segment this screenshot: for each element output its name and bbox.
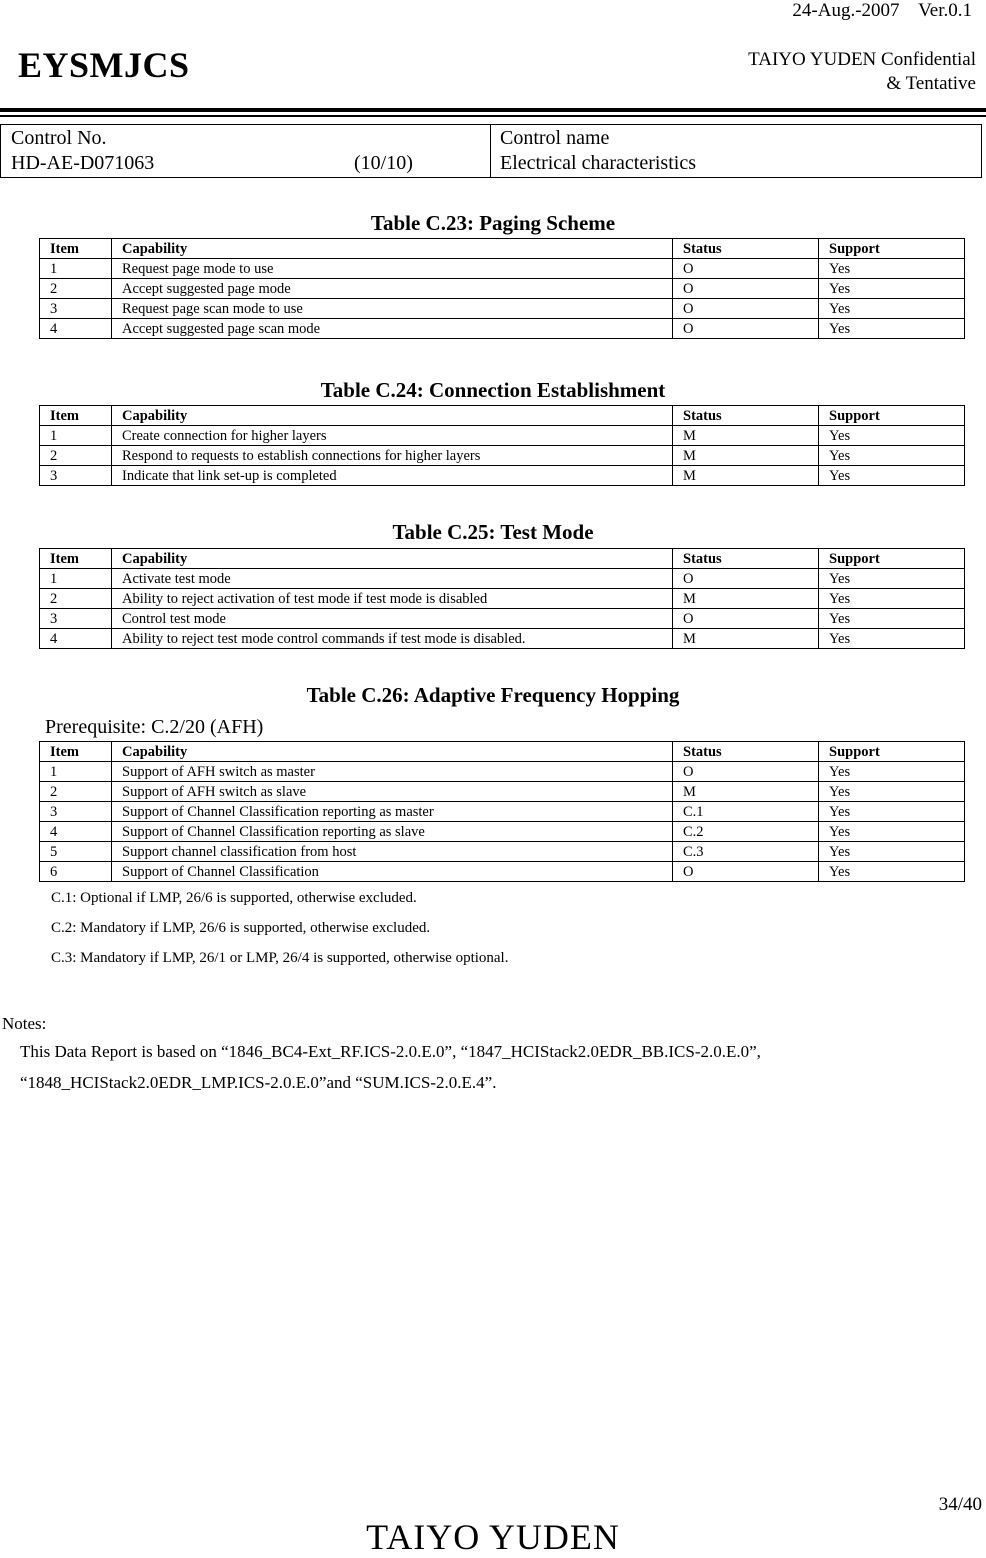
notes-line-1: This Data Report is based on “1846_BC4-Ext_RF.ICS-2.0.E.0”, “1847_HCIStack2.0EDR_BB.ICS-2.0.E.0”, bbox=[20, 1042, 761, 1061]
cell-status: M bbox=[673, 466, 819, 486]
table-row bbox=[40, 589, 965, 609]
col-support: Support bbox=[819, 549, 965, 569]
cell-item: 5 bbox=[40, 842, 112, 862]
cell-capability: Request page mode to use bbox=[112, 259, 673, 279]
cell-status: C.2 bbox=[673, 822, 819, 842]
cell-item: 2 bbox=[40, 279, 112, 299]
cell-support: Yes bbox=[819, 569, 965, 589]
header-rule-thin bbox=[0, 115, 986, 117]
col-item: Item bbox=[40, 549, 112, 569]
condition-note-c1: C.1: Optional if LMP, 26/6 is supported, otherwise excluded. bbox=[51, 890, 417, 906]
cell-capability: Create connection for higher layers bbox=[112, 426, 673, 446]
cell-capability: Support of AFH switch as master bbox=[112, 762, 673, 782]
cell-capability: Respond to requests to establish connections for higher layers bbox=[112, 446, 673, 466]
cell-item: 3 bbox=[40, 609, 112, 629]
cell-status: O bbox=[673, 609, 819, 629]
cell-support: Yes bbox=[819, 466, 965, 486]
control-box bbox=[0, 124, 982, 178]
cell-capability: Support of Channel Classification reporting as master bbox=[112, 802, 673, 822]
table-c25 bbox=[39, 548, 965, 649]
cell-capability: Support of Channel Classification reporting as slave bbox=[112, 822, 673, 842]
table-row bbox=[40, 299, 965, 319]
table-row bbox=[40, 466, 965, 486]
footer-company: TAIYO YUDEN bbox=[366, 1517, 620, 1557]
table-row bbox=[40, 762, 965, 782]
cell-item: 4 bbox=[40, 629, 112, 649]
col-support: Support bbox=[819, 239, 965, 259]
table-row bbox=[40, 259, 965, 279]
cell-status: M bbox=[673, 426, 819, 446]
table-row bbox=[40, 569, 965, 589]
table-c23 bbox=[39, 238, 965, 339]
cell-item: 4 bbox=[40, 822, 112, 842]
cell-status: O bbox=[673, 762, 819, 782]
cell-status: M bbox=[673, 589, 819, 609]
cell-status: O bbox=[673, 299, 819, 319]
cell-status: M bbox=[673, 629, 819, 649]
cell-item: 3 bbox=[40, 299, 112, 319]
cell-item: 1 bbox=[40, 259, 112, 279]
cell-support: Yes bbox=[819, 279, 965, 299]
table-header-row bbox=[40, 239, 965, 259]
cell-capability: Accept suggested page scan mode bbox=[112, 319, 673, 339]
cell-support: Yes bbox=[819, 426, 965, 446]
table-c23-caption: Table C.23: Paging Scheme bbox=[370, 211, 616, 235]
cell-item: 6 bbox=[40, 862, 112, 882]
table-c26-caption: Table C.26: Adaptive Frequency Hopping bbox=[306, 683, 680, 707]
cell-item: 2 bbox=[40, 446, 112, 466]
cell-item: 1 bbox=[40, 426, 112, 446]
cell-support: Yes bbox=[819, 609, 965, 629]
col-status: Status bbox=[673, 742, 819, 762]
cell-status: C.1 bbox=[673, 802, 819, 822]
table-row bbox=[40, 609, 965, 629]
control-part: (10/10) bbox=[354, 152, 413, 174]
cell-support: Yes bbox=[819, 319, 965, 339]
table-c24 bbox=[39, 405, 965, 486]
col-capability: Capability bbox=[112, 549, 673, 569]
cell-item: 4 bbox=[40, 319, 112, 339]
control-number-cell bbox=[1, 125, 491, 177]
table-c24-caption: Table C.24: Connection Establishment bbox=[320, 378, 666, 402]
cell-capability: Support of AFH switch as slave bbox=[112, 782, 673, 802]
cell-status: O bbox=[673, 569, 819, 589]
cell-support: Yes bbox=[819, 822, 965, 842]
cell-support: Yes bbox=[819, 259, 965, 279]
cell-support: Yes bbox=[819, 782, 965, 802]
cell-capability: Ability to reject test mode control commands if test mode is disabled. bbox=[112, 629, 673, 649]
table-row bbox=[40, 279, 965, 299]
cell-status: M bbox=[673, 446, 819, 466]
cell-status: O bbox=[673, 279, 819, 299]
cell-support: Yes bbox=[819, 589, 965, 609]
col-item: Item bbox=[40, 742, 112, 762]
cell-capability: Accept suggested page mode bbox=[112, 279, 673, 299]
cell-item: 2 bbox=[40, 782, 112, 802]
cell-status: M bbox=[673, 782, 819, 802]
cell-support: Yes bbox=[819, 446, 965, 466]
table-c26 bbox=[39, 741, 965, 882]
document-brand: EYSMJCS bbox=[18, 45, 190, 85]
cell-support: Yes bbox=[819, 629, 965, 649]
col-item: Item bbox=[40, 406, 112, 426]
cell-capability: Control test mode bbox=[112, 609, 673, 629]
table-c26-prerequisite: Prerequisite: C.2/20 (AFH) bbox=[45, 716, 264, 738]
cell-support: Yes bbox=[819, 762, 965, 782]
notes-line-2: “1848_HCIStack2.0EDR_LMP.ICS-2.0.E.0”and “SUM.ICS-2.0.E.4”. bbox=[20, 1073, 497, 1092]
cell-support: Yes bbox=[819, 299, 965, 319]
confidential-notice bbox=[748, 48, 976, 96]
cell-item: 2 bbox=[40, 589, 112, 609]
cell-status: O bbox=[673, 259, 819, 279]
col-item: Item bbox=[40, 239, 112, 259]
table-row bbox=[40, 629, 965, 649]
table-row bbox=[40, 802, 965, 822]
control-name-label: Control name bbox=[500, 127, 610, 149]
col-status: Status bbox=[673, 549, 819, 569]
cell-capability: Support channel classification from host bbox=[112, 842, 673, 862]
table-header-row bbox=[40, 742, 965, 762]
date-version: 24-Aug.-2007 Ver.0.1 bbox=[792, 0, 972, 21]
control-number-value: HD-AE-D071063 bbox=[11, 152, 155, 174]
cell-item: 3 bbox=[40, 802, 112, 822]
table-header-row bbox=[40, 549, 965, 569]
cell-item: 1 bbox=[40, 762, 112, 782]
col-capability: Capability bbox=[112, 406, 673, 426]
cell-item: 3 bbox=[40, 466, 112, 486]
table-header-row bbox=[40, 406, 965, 426]
table-row bbox=[40, 822, 965, 842]
cell-support: Yes bbox=[819, 802, 965, 822]
table-row bbox=[40, 446, 965, 466]
control-number-label: Control No. bbox=[11, 127, 107, 149]
cell-support: Yes bbox=[819, 862, 965, 882]
cell-status: O bbox=[673, 862, 819, 882]
cell-item: 1 bbox=[40, 569, 112, 589]
table-row bbox=[40, 782, 965, 802]
condition-note-c2: C.2: Mandatory if LMP, 26/6 is supported, otherwise excluded. bbox=[51, 920, 431, 936]
confidential-line-1: TAIYO YUDEN Confidential bbox=[748, 49, 976, 70]
table-row bbox=[40, 842, 965, 862]
table-row bbox=[40, 426, 965, 446]
condition-note-c3: C.3: Mandatory if LMP, 26/1 or LMP, 26/4 is supported, otherwise optional. bbox=[51, 950, 509, 966]
cell-capability: Request page scan mode to use bbox=[112, 299, 673, 319]
cell-capability: Ability to reject activation of test mode if test mode is disabled bbox=[112, 589, 673, 609]
cell-status: O bbox=[673, 319, 819, 339]
confidential-line-2: & Tentative bbox=[886, 73, 976, 94]
col-status: Status bbox=[673, 406, 819, 426]
col-status: Status bbox=[673, 239, 819, 259]
cell-capability: Support of Channel Classification bbox=[112, 862, 673, 882]
col-capability: Capability bbox=[112, 742, 673, 762]
col-capability: Capability bbox=[112, 239, 673, 259]
notes-heading: Notes: bbox=[2, 1014, 47, 1033]
col-support: Support bbox=[819, 742, 965, 762]
table-row bbox=[40, 319, 965, 339]
col-support: Support bbox=[819, 406, 965, 426]
table-c25-caption: Table C.25: Test Mode bbox=[392, 520, 594, 544]
cell-capability: Activate test mode bbox=[112, 569, 673, 589]
header-rule-thick bbox=[0, 108, 986, 112]
cell-support: Yes bbox=[819, 842, 965, 862]
cell-capability: Indicate that link set-up is completed bbox=[112, 466, 673, 486]
table-row bbox=[40, 862, 965, 882]
control-name-value: Electrical characteristics bbox=[500, 152, 696, 174]
page-number: 34/40 bbox=[938, 1494, 982, 1515]
cell-status: C.3 bbox=[673, 842, 819, 862]
